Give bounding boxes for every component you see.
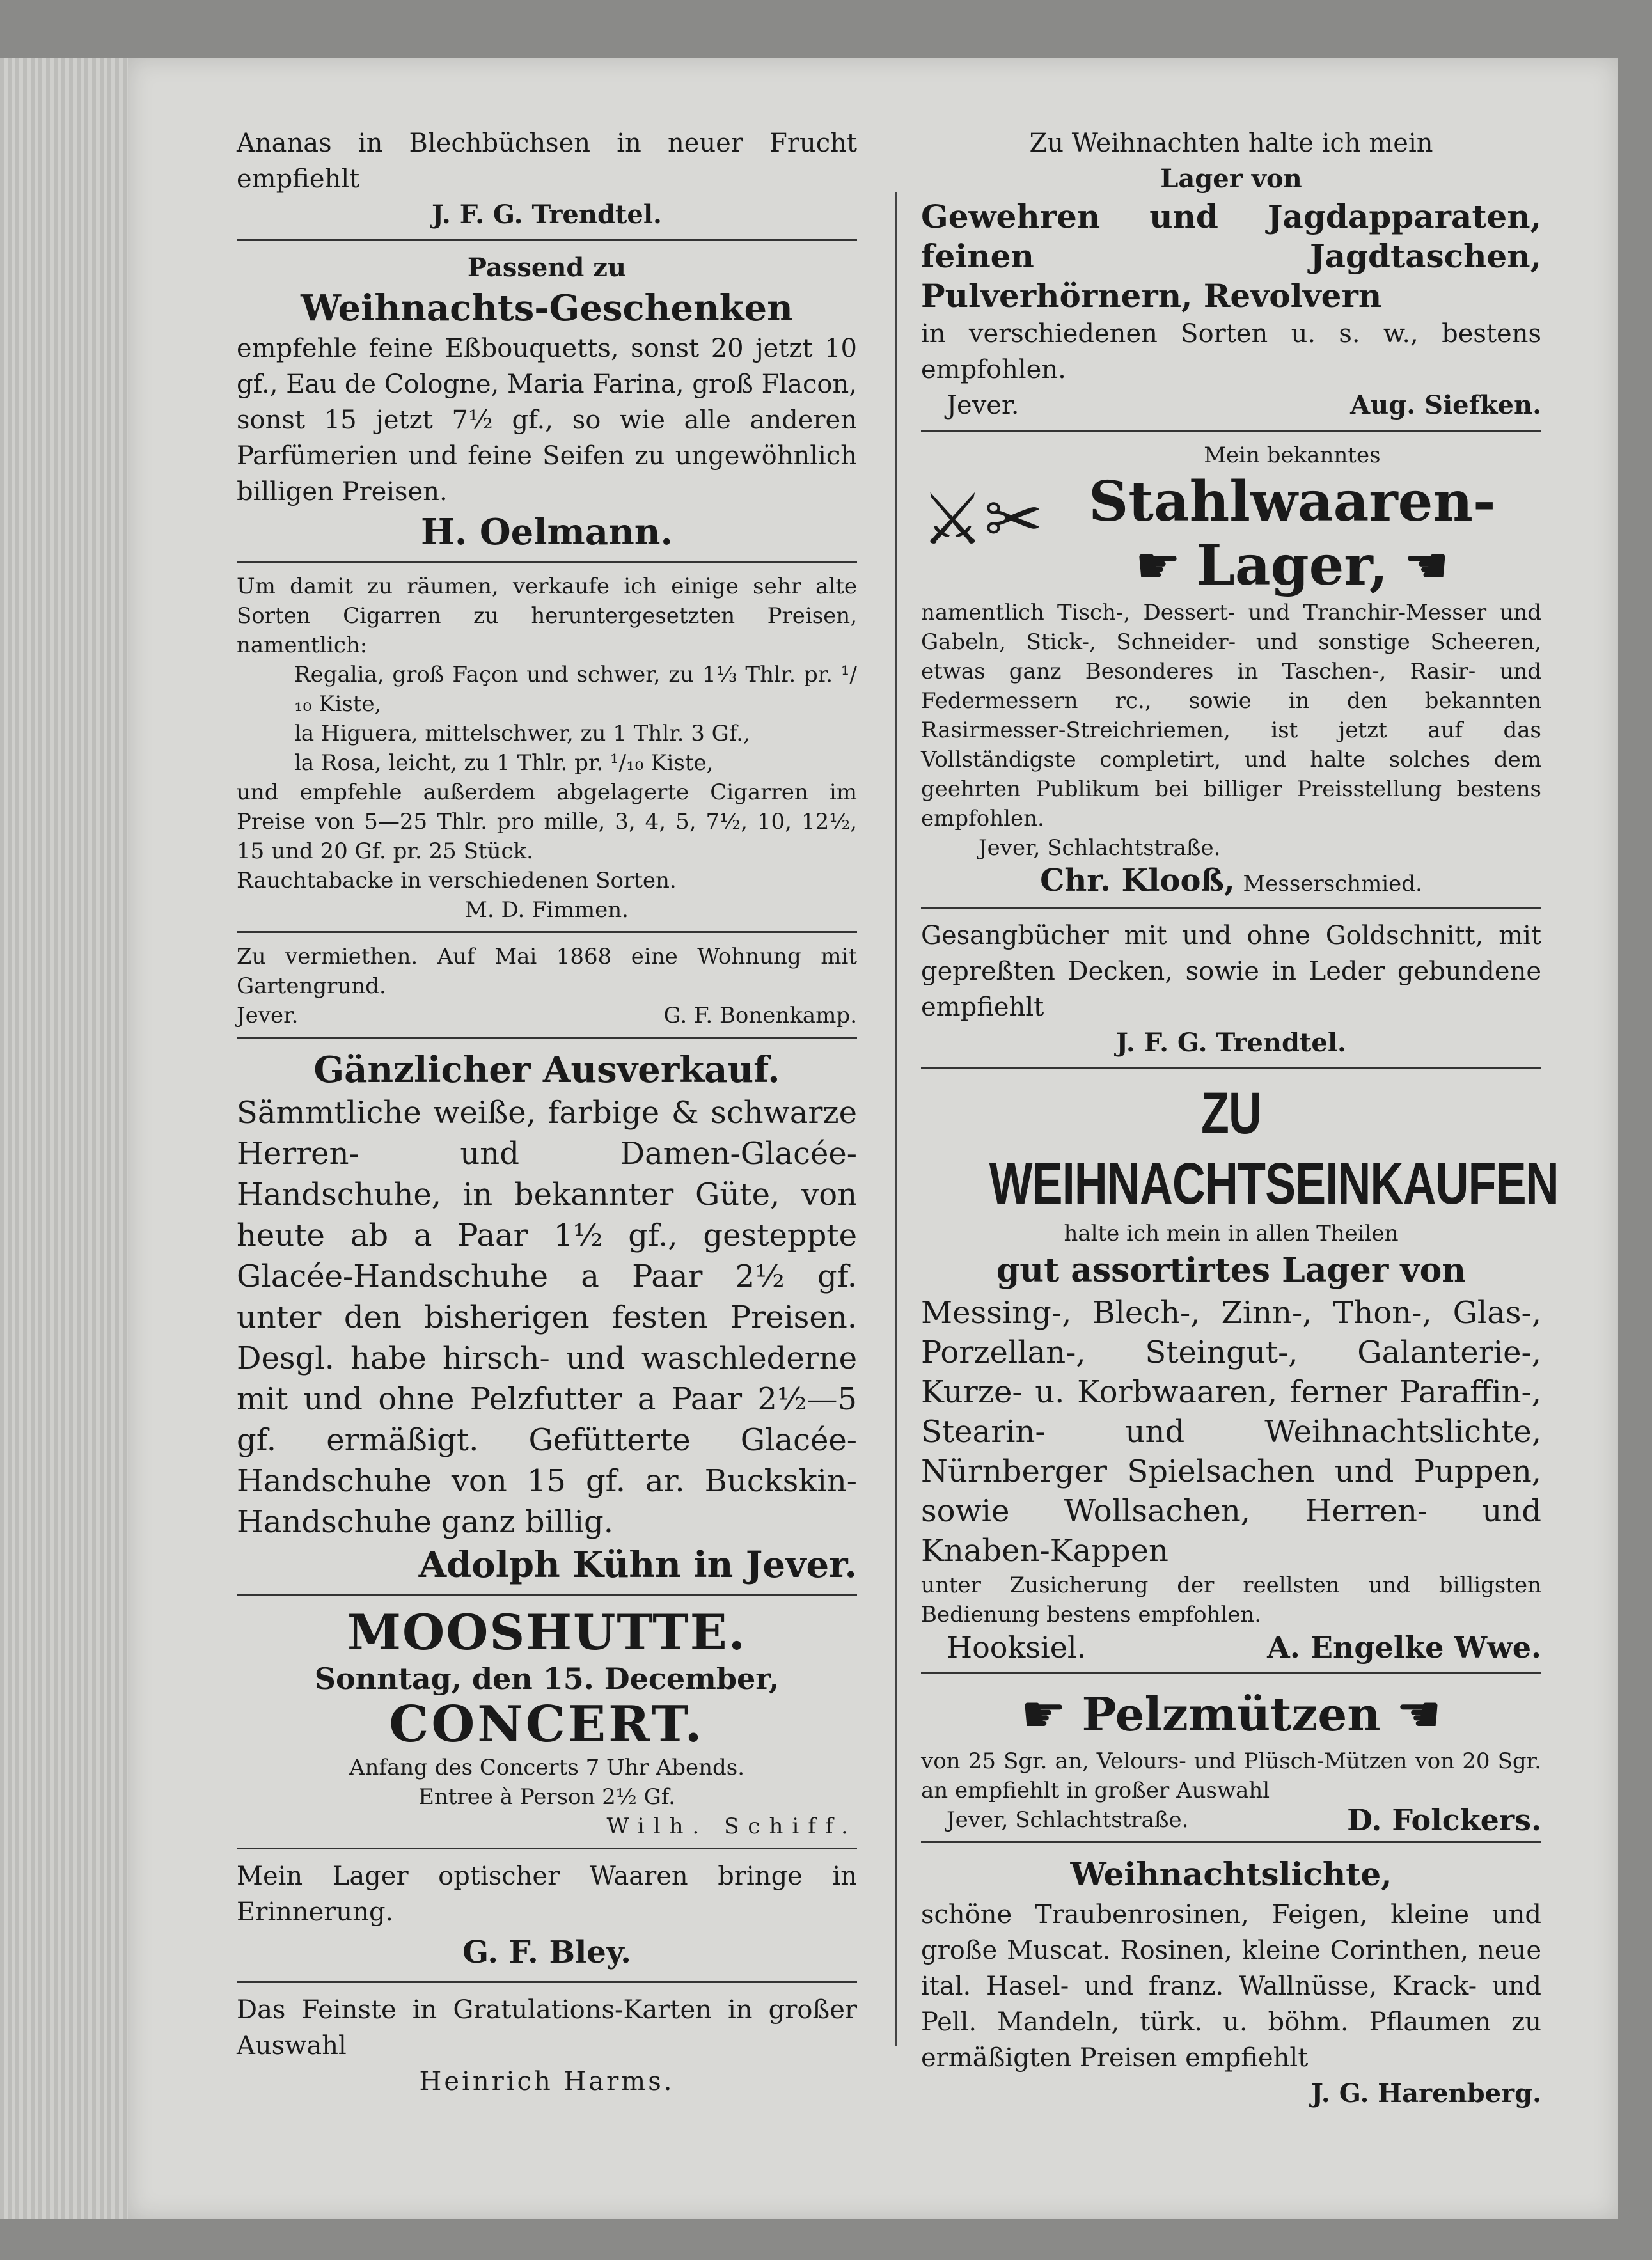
- ad-text: und empfehle außerdem abgelagerte Cigarren im Preise von 5—25 Thlr. pro mille, 3, 4, 5, 7½, 10, 12½, 15 und 20 Gf. pr. 25 Stück.: [237, 780, 857, 864]
- ad-heading-large: Stahlwaaren-: [1089, 469, 1496, 534]
- ad-signature: J. F. G. Trendtel.: [1116, 1028, 1346, 1058]
- ad-place: Jever.: [947, 391, 1019, 420]
- right-column: [921, 122, 1559, 2123]
- ad-heading-large: MOOSHUTTE.: [347, 1604, 747, 1661]
- ad-list-item: la Rosa, leicht, zu 1 Thlr. pr. ¹/₁₀ Kiste,: [294, 750, 714, 776]
- ad-text: von 25 Sgr. an, Velours- und Plüsch-Mützen von 20 Sgr. an empfiehlt in großer Auswahl: [921, 1748, 1541, 1803]
- ad-heading-large: Gewehren und Jagdapparaten, feinen Jagdtaschen, Pulverhörnern, Revolvern: [921, 198, 1541, 315]
- ad-signature: M. D. Fimmen.: [465, 897, 629, 923]
- left-column: [237, 122, 857, 2111]
- ad-heading: Weihnachtslichte,: [1070, 1855, 1392, 1893]
- ad-text: Ananas in Blechbüchsen in neuer Frucht empfiehlt: [237, 129, 857, 194]
- ad-intro: Mein bekanntes: [1204, 443, 1381, 468]
- ad-text: Zu vermiethen. Auf Mai 1868 eine Wohnung mit Gartengrund.: [237, 944, 857, 999]
- ad-place: Hooksiel.: [947, 1630, 1087, 1665]
- book-spine: [0, 58, 128, 2219]
- ad-heading-large: Gänzlicher Ausverkauf.: [313, 1049, 780, 1091]
- pointing-hand-icon: ☚: [1403, 536, 1450, 595]
- ad-text: Mein Lager optischer Waaren bringe in Erinnerung.: [237, 1862, 857, 1927]
- ad-folckers: [921, 1679, 1541, 1843]
- ad-intro: Um damit zu räumen, verkaufe ich einige sehr alte Sorten Cigarren zu heruntergesetzten Preisen, namentlich:: [237, 574, 857, 658]
- ad-signature: Heinrich Harms.: [419, 2067, 675, 2096]
- ad-heading-large: Weihnachts-Geschenken: [301, 287, 793, 329]
- ad-heading-large: Pelzmützen: [1082, 1687, 1381, 1741]
- ad-text: empfehle feine Eßbouquetts, sonst 20 jetzt 10 gf., Eau de Cologne, Maria Farina, groß Flacon, sonst 15 jetzt 7½ gf., so wie alle anderen Parfümerien und feine Seifen zu ungewöhnlich billigen Preisen.: [237, 334, 857, 506]
- knife-scissors-icon: ⚔✂: [921, 478, 1043, 560]
- ad-place: Jever, Schlachtstraße.: [979, 835, 1221, 861]
- ad-footer: [921, 388, 1541, 423]
- ad-heading: Passend zu: [467, 253, 627, 283]
- ad-signature: G. F. Bley.: [462, 1934, 631, 1970]
- ad-text-extra: Rauchtabacke in verschiedenen Sorten.: [237, 868, 677, 893]
- ad-harenberg: [921, 1848, 1541, 2118]
- ad-text: Sämmtliche weiße, farbige & schwarze Herren- und Damen-Glacée-Handschuhe, in bekannter Güte, von heute ab a Paar 1½ gf., gesteppte Glacée-Handschuhe a Paar 2½ gf. unter den bisherigen festen Preisen. Desgl. habe hirsch- und waschlederne mit und ohne Pelzfutter a Paar 2½—5 gf. ermäßigt. Gefütterte Glacée-Handschuhe von 15 gf. ar. Buckskin-Handschuhe ganz billig.: [237, 1095, 857, 1540]
- ad-heading: gut assortirtes Lager von: [996, 1251, 1467, 1290]
- ad-text: Messing-, Blech-, Zinn-, Thon-, Glas-, Porzellan-, Steingut-, Galanterie-, Kurze- u. Korbwaaren, ferner Paraffin-, Stearin- und Weihnachtslichte, Nürnberger Spielsachen und Puppen, sowie Wollsachen, Herren- und Knaben-Kappen: [921, 1295, 1541, 1569]
- ad-date: Sonntag, den 15. December,: [314, 1661, 780, 1696]
- ad-outro: unter Zusicherung der reellsten und billigsten Bedienung bestens empfohlen.: [921, 1573, 1541, 1628]
- ad-signature: G. F. Bonenkamp.: [663, 1003, 857, 1028]
- ad-signature: Adolph Kühn in Jever.: [418, 1544, 857, 1586]
- pointing-hand-icon: ☛: [1135, 536, 1181, 595]
- ad-event: CONCERT.: [389, 1695, 705, 1754]
- ad-text: schöne Traubenrosinen, Feigen, kleine und große Muscat. Rosinen, kleine Corinthen, neue ital. Hasel- und franz. Wallnüsse, Krack- und Pell. Mandeln, türk. u. böhm. Pflaumen zu ermäßigten Preisen empfiehlt: [921, 1900, 1541, 2073]
- ad-text: namentlich Tisch-, Dessert- und Tranchir-Messer und Gabeln, Stick-, Schneider- und sonstige Scheeren, etwas ganz Besonderes in Taschen-, Rasir- und Federmessern rc., sowie in den bekannten Rasirmesser-Streichriemen, ist jetzt auf das Vollständigste completirt, und halte solches dem geehrten Publikum bei billiger Preisstellung bestens empfohlen.: [921, 600, 1541, 831]
- ad-text: Das Feinste in Gratulations-Karten in großer Auswahl: [237, 1995, 857, 2060]
- ad-text: in verschiedenen Sorten u. s. w., bestens empfohlen.: [921, 319, 1541, 384]
- ad-footer: [921, 1629, 1541, 1665]
- ad-list-item: la Higuera, mittelschwer, zu 1 Thlr. 3 Gf.,: [294, 721, 750, 746]
- ad-heading-large: Lager,: [1196, 533, 1388, 598]
- ad-signature: J. G. Harenberg.: [1311, 2078, 1541, 2108]
- ad-trendtel: [921, 914, 1541, 1069]
- ad-klooss: [921, 437, 1541, 909]
- ad-intro: halte ich mein in allen Theilen: [1064, 1221, 1399, 1246]
- ad-signature: A. Engelke Wwe.: [1267, 1630, 1541, 1665]
- ad-signature: Aug. Siefken.: [1350, 390, 1541, 420]
- ad-signature: J. F. G. Trendtel.: [432, 200, 662, 230]
- ad-line: Entree à Person 2½ Gf.: [418, 1784, 675, 1810]
- ad-heading-large: ZU WEIHNACHTSEINKAUFEN: [989, 1081, 1559, 1216]
- ad-bley: [237, 1855, 857, 1983]
- ad-fimmen: [237, 568, 857, 933]
- ad-kuehn: [237, 1044, 857, 1596]
- ad-signature: Chr. Klooß,: [1040, 863, 1235, 899]
- ad-siefken: [921, 122, 1541, 432]
- ad-intro: Zu Weihnachten halte ich mein: [1029, 129, 1433, 158]
- ad-oelmann: [237, 246, 857, 563]
- ad-signature: Wilh. Schiff.: [606, 1814, 857, 1839]
- ad-place: Jever, Schlachtstraße.: [947, 1807, 1189, 1833]
- ad-footer: [921, 1805, 1541, 1835]
- ad-heading: Lager von: [1160, 164, 1302, 194]
- ad-signature: H. Oelmann.: [420, 511, 673, 553]
- ad-footer: [921, 863, 1541, 900]
- ad-line: Anfang des Concerts 7 Uhr Abends.: [349, 1755, 745, 1780]
- column-divider: [895, 192, 897, 2046]
- ad-bonenkamp: [237, 938, 857, 1039]
- ad-signature: D. Folckers.: [1347, 1803, 1541, 1837]
- ad-role: Messerschmied.: [1243, 871, 1422, 897]
- ad-engelke: [921, 1074, 1559, 1674]
- ad-footer: [237, 1001, 857, 1030]
- ad-mooshutte: [237, 1601, 857, 1849]
- ad-list-item: Regalia, groß Façon und schwer, zu 1⅓ Thlr. pr. ¹/₁₀ Kiste,: [294, 662, 857, 717]
- ad-place: Jever.: [237, 1003, 299, 1028]
- pointing-hand-icon: ☛: [1020, 1684, 1067, 1744]
- ad-text: Gesangbücher mit und ohne Goldschnitt, mit gepreßten Decken, sowie in Leder gebundene empfiehlt: [921, 921, 1541, 1022]
- ad-ananas: [237, 122, 857, 241]
- pointing-hand-icon: ☚: [1396, 1684, 1442, 1744]
- ad-harms: [237, 1988, 857, 2106]
